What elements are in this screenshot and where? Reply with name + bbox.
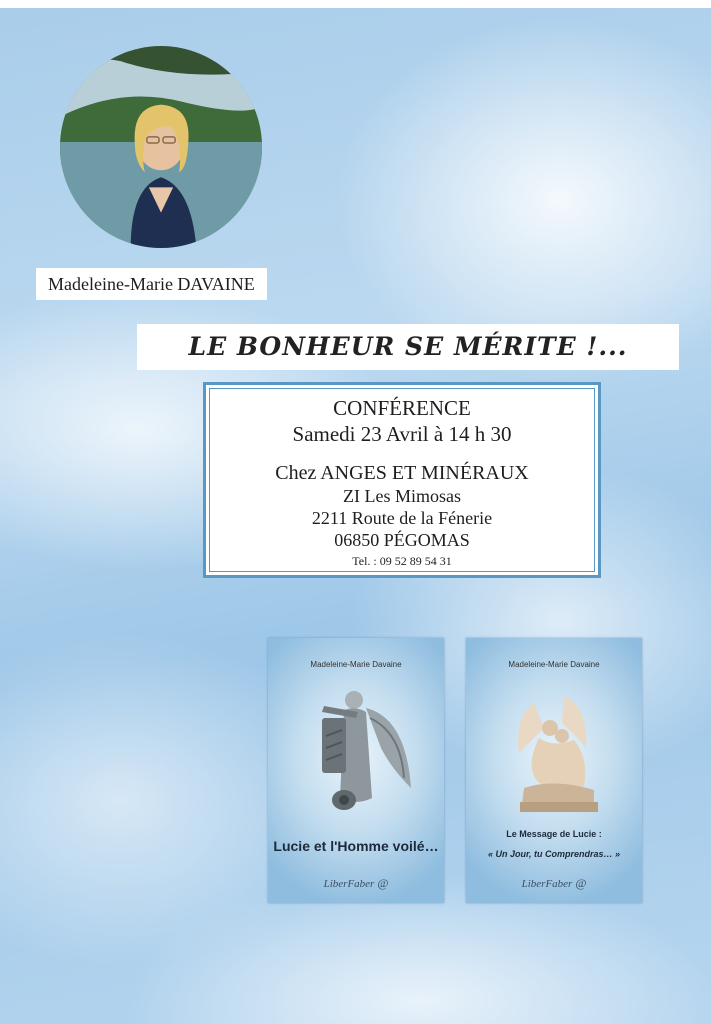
headline-banner: LE BONHEUR SE MÉRITE !... (137, 324, 679, 370)
author-name-caption: Madeleine-Marie DAVAINE (36, 268, 267, 300)
address-line-1: ZI Les Mimosas (343, 486, 461, 506)
angel-statue-image (296, 678, 416, 828)
book-title: Lucie et l'Homme voilé… (273, 838, 439, 854)
address-city: 06850 PÉGOMAS (334, 530, 470, 550)
portrait-photo-image (60, 46, 262, 248)
book-cover-2 (466, 638, 642, 903)
book-title: Le Message de Lucie : (506, 829, 602, 839)
author-portrait (60, 46, 262, 248)
at-sign-icon: @ (377, 876, 389, 890)
book-cover-1 (268, 638, 444, 903)
book-author: Madeleine-Marie Davaine (508, 660, 600, 669)
event-date: Samedi 23 Avril à 14 h 30 (292, 422, 512, 446)
publisher-logo (466, 876, 642, 891)
top-margin-strip (0, 0, 711, 8)
publisher-name: LiberFaber (323, 878, 375, 890)
publisher-logo (268, 876, 444, 891)
at-sign-icon: @ (575, 876, 587, 890)
publisher-name: LiberFaber (521, 878, 573, 890)
book-subtitle: « Un Jour, tu Comprendras… » (487, 849, 621, 859)
event-type: CONFÉRENCE (333, 396, 471, 420)
conference-info-box (203, 382, 601, 578)
address-line-2: 2211 Route de la Fénerie (311, 508, 493, 528)
phone-number: Tel. : 09 52 89 54 31 (352, 554, 452, 568)
event-venue: Chez ANGES ET MINÉRAUX (275, 462, 529, 484)
book-author: Madeleine-Marie Davaine (310, 660, 402, 669)
cupid-psyche-statue-image (494, 678, 614, 828)
